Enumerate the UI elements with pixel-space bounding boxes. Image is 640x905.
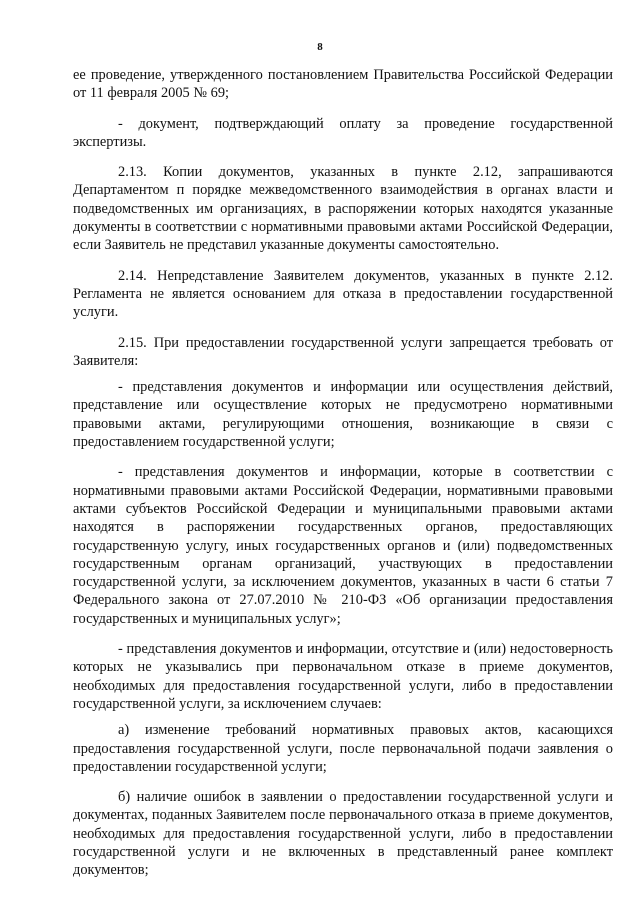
paragraph-case-a: а) изменение требований нормативных правовых актов, касающихся предоставления государственной услуги, после первоначальной подачи заявления о предоставлении государственной услуги; — [73, 722, 613, 775]
paragraph-item-refusal: - представления документов и информации, отсутствие и (или) недостоверность которых не указывались при первоначальном отказе в приеме документов, необходимых для предоставления государственной услуги, либо в предоставлении государственной услуги, за исключением случаев: — [73, 641, 613, 712]
paragraph-2-15: 2.15. При предоставлении государственной услуги запрещается требовать от Заявителя: — [73, 334, 613, 369]
paragraph-case-b: б) наличие ошибок в заявлении о предоставлении государственной услуги и документах, поданных Заявителем после первоначального отказа в приеме документов, необходимых для предоставления государственной услуги, либо в предоставлении государственной услуги и не включенных в представленный ранее комплект документов; — [73, 789, 613, 879]
paragraph-expertise-payment: - документ, подтверждающий оплату за проведение государственной экспертизы. — [73, 115, 613, 150]
paragraph-item-documents: - представления документов и информации, которые в соответствии с нормативными правовыми актами Российской Федерации, нормативными правовыми актами субъектов Российской Федерации и муниципальными правовыми актами находятся в распоряжении государственных органов, предоставляющих государственную услугу, иных государственных органов и (или) подведомственных государственным органам организаций, участвующих в предоставлении государственной услуги, за исключением документов, указанных в части 6 статьи 7 Федерального закона от 27.07.2010 № 210-ФЗ «Об организации предоставления государственных и муниципальных услуг»; — [73, 464, 613, 627]
paragraph-2-14: 2.14. Непредставление Заявителем документов, указанных в пункте 2.12. Регламента не является основанием для отказа в предоставлении государственной услуги. — [73, 267, 613, 321]
paragraph-item-actions: - представления документов и информации или осуществления действий, представление или осуществление которых не предусмотрено нормативными правовыми актами, регулирующими отношения, возникающие в связи с предоставлением государственной услуги; — [73, 379, 613, 451]
paragraph-continuation: ее проведение, утвержденного постановлением Правительства Российской Федерации от 11 февраля 2005 № 69; — [73, 67, 613, 102]
paragraph-2-13: 2.13. Копии документов, указанных в пункте 2.12, запрашиваются Департаментом п порядке межведомственного взаимодействия в органах власти и подведомственных им организациях, в распоряжении которых находятся указанные документы в соответствии с нормативными правовыми актами Российской Федерации, если Заявитель не представил указанные документы самостоятельно. — [73, 164, 613, 254]
page-number: 8 — [317, 41, 323, 53]
document-body — [73, 66, 613, 892]
